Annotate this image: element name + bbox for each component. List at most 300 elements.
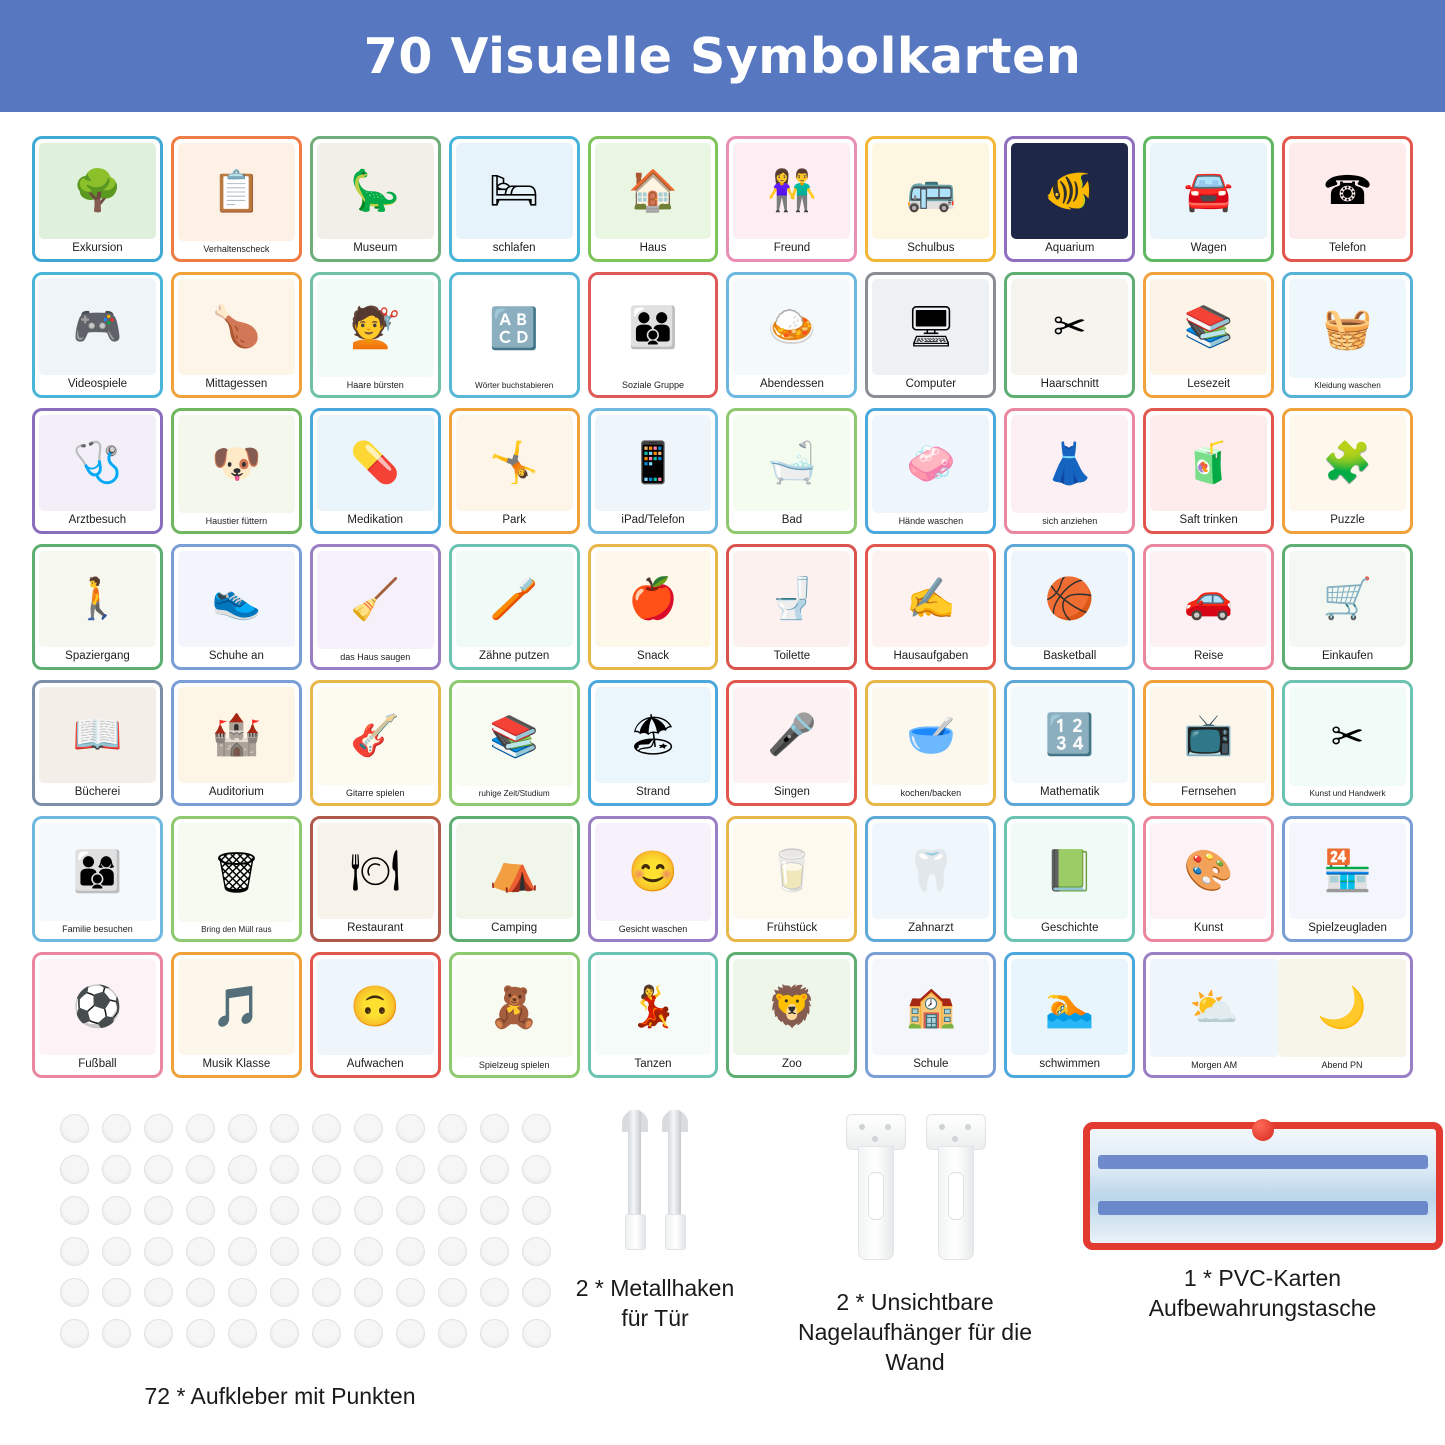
symbol-icon: 🙃 (350, 985, 401, 1029)
symbol-card[interactable] (865, 272, 996, 398)
symbol-card-illustration (178, 687, 295, 783)
symbol-card[interactable] (1282, 816, 1413, 942)
symbol-card-illustration (39, 959, 156, 1055)
symbol-icon: 📚 (1183, 305, 1234, 349)
nail-hanger-icon (926, 1114, 984, 1262)
symbol-icon: 🦷 (905, 849, 956, 893)
symbol-card-illustration (595, 823, 712, 921)
sticker-dot (228, 1278, 257, 1307)
sticker-dot (186, 1278, 215, 1307)
symbol-card[interactable] (1004, 408, 1135, 534)
sticker-dot (312, 1319, 341, 1348)
sticker-dot (270, 1237, 299, 1266)
sticker-dot (144, 1155, 173, 1184)
symbol-icon: 🔢 (1044, 713, 1095, 757)
symbol-card[interactable] (32, 272, 163, 398)
symbol-card-illustration (1150, 415, 1267, 511)
symbol-card[interactable] (32, 952, 163, 1078)
page-title: 70 Visuelle Symbolkarten (363, 27, 1082, 85)
sticker-dot (228, 1114, 257, 1143)
symbol-card[interactable] (310, 544, 441, 670)
sticker-dot (396, 1196, 425, 1225)
sticker-dot (270, 1155, 299, 1184)
symbol-card-illustration (733, 959, 850, 1055)
sticker-dot (480, 1319, 509, 1348)
symbol-card-label: Reise (1193, 650, 1224, 662)
symbol-card[interactable] (310, 272, 441, 398)
symbol-card-label: Haustier füttern (205, 516, 268, 526)
symbol-card-label: kochen/backen (900, 788, 962, 798)
symbol-icon: 🎮 (72, 305, 123, 349)
sticker-dot (480, 1237, 509, 1266)
symbol-card[interactable] (171, 136, 302, 262)
symbol-card[interactable] (726, 680, 857, 806)
sticker-dot (480, 1196, 509, 1225)
symbol-icon: 🌙 (1317, 986, 1367, 1030)
symbol-card[interactable] (1282, 272, 1413, 398)
accessory-pvc-pouch (1060, 1092, 1445, 1422)
nail-hangers-image (846, 1114, 984, 1264)
symbol-card-illustration (456, 279, 573, 378)
accessory-pouch-caption: 1 * PVC-Karten Aufbewahrungstasche (1148, 1265, 1377, 1321)
symbol-card[interactable] (32, 544, 163, 670)
symbol-card-illustration (1011, 279, 1128, 375)
sticker-dot (102, 1237, 131, 1266)
symbol-card-grid (0, 112, 1445, 1078)
symbol-icon: 📱 (628, 441, 678, 485)
symbol-card-illustration (872, 959, 989, 1055)
symbol-card[interactable] (588, 952, 719, 1078)
accessories-row (0, 1092, 1445, 1422)
symbol-card[interactable] (171, 816, 302, 942)
symbol-card[interactable] (1004, 680, 1135, 806)
accessory-stickers-caption: 72 * Aufkleber mit Punkten (144, 1383, 416, 1409)
symbol-card[interactable] (1143, 544, 1274, 670)
symbol-card-illustration (456, 551, 573, 647)
symbol-icon: ⛅ (1189, 986, 1240, 1030)
symbol-card[interactable] (1004, 816, 1135, 942)
sticker-dot (228, 1319, 257, 1348)
symbol-card[interactable] (726, 952, 857, 1078)
symbol-card-label: Geschichte (1040, 922, 1099, 934)
symbol-icon: 💇 (350, 306, 401, 350)
symbol-card-illustration (39, 279, 156, 375)
symbol-icon: 🏊 (1044, 985, 1095, 1029)
symbol-card-illustration (595, 551, 712, 647)
symbol-card-illustration (39, 415, 156, 511)
symbol-card-illustration (178, 823, 295, 922)
symbol-card[interactable] (588, 816, 719, 942)
symbol-card-label: Frühstück (766, 922, 818, 934)
sticker-dot (438, 1114, 467, 1143)
symbol-icon: ✂ (1052, 305, 1087, 349)
symbol-card-label: schlafen (492, 242, 536, 254)
symbol-card-morning-evening[interactable] (1143, 952, 1413, 1078)
sticker-dot (102, 1196, 131, 1225)
symbol-card-illustration (39, 823, 156, 921)
symbol-icon: 🏖 (627, 713, 679, 757)
header-banner (0, 0, 1445, 112)
symbol-icon: 👪 (628, 306, 678, 350)
symbol-icon: 💃 (628, 985, 678, 1029)
symbol-card[interactable] (1004, 136, 1135, 262)
symbol-card-label: Gesicht waschen (618, 924, 688, 934)
symbol-card-label: Einkaufen (1321, 650, 1374, 662)
symbol-card[interactable] (1004, 544, 1135, 670)
sticker-dot (186, 1196, 215, 1225)
symbol-card[interactable] (726, 816, 857, 942)
symbol-card-label: Verhaltenscheck (203, 244, 270, 254)
sticker-dot (186, 1155, 215, 1184)
symbol-card-label: Mathematik (1040, 786, 1100, 798)
symbol-icon: 🏀 (1044, 577, 1095, 621)
symbol-card-illustration (1150, 959, 1278, 1057)
symbol-card[interactable] (1004, 952, 1135, 1078)
symbol-card-illustration (595, 143, 712, 239)
sticker-dot (60, 1319, 89, 1348)
symbol-card-illustration (317, 959, 434, 1055)
symbol-card-half-left[interactable] (1150, 959, 1278, 1071)
sticker-dot (228, 1155, 257, 1184)
sticker-dot (60, 1155, 89, 1184)
symbol-icon: 😊 (628, 850, 678, 894)
sticker-dot (354, 1155, 383, 1184)
sticker-dot (354, 1319, 383, 1348)
nail-hanger-icon (846, 1114, 904, 1262)
sticker-dot (396, 1278, 425, 1307)
symbol-card-label: Kunst (1193, 922, 1224, 934)
symbol-card-illustration (456, 959, 573, 1057)
symbol-card-illustration (1289, 823, 1406, 919)
symbol-card-illustration (595, 415, 712, 511)
symbol-card-illustration (456, 415, 573, 511)
symbol-card[interactable] (449, 680, 580, 806)
symbol-card-label: Museum (353, 242, 398, 254)
sticker-dot (354, 1278, 383, 1307)
symbol-icon: 📖 (72, 713, 123, 757)
symbol-card[interactable] (588, 272, 719, 398)
symbol-icon: 🔠 (489, 306, 540, 351)
symbol-icon: 🎸 (350, 714, 401, 758)
symbol-card[interactable] (865, 816, 996, 942)
symbol-card[interactable] (1143, 816, 1274, 942)
symbol-icon: 🧹 (350, 578, 401, 622)
symbol-icon: 🏠 (628, 169, 678, 213)
symbol-icon: 🍎 (628, 577, 678, 621)
sticker-dot (60, 1114, 89, 1143)
symbol-icon: 🛏 (488, 169, 540, 213)
symbol-card-label: Singen (774, 786, 810, 798)
sticker-dot (102, 1114, 131, 1143)
symbol-card-label: Spielzeug spielen (478, 1060, 550, 1070)
metal-hooks-image (622, 1110, 688, 1260)
symbol-card-illustration (733, 415, 850, 511)
symbol-icon: 👟 (211, 577, 262, 621)
symbol-card-label: Spielzeugladen (1308, 922, 1387, 934)
sticker-dot (354, 1237, 383, 1266)
symbol-card-illustration (178, 551, 295, 647)
symbol-icon: 🍗 (211, 305, 262, 349)
symbol-card[interactable] (310, 816, 441, 942)
symbol-card[interactable] (865, 136, 996, 262)
accessory-hooks-caption: 2 * Metallhaken für Tür (575, 1275, 735, 1331)
symbol-card-label: Schuhe an (208, 650, 264, 662)
symbol-card-illustration (1150, 687, 1267, 783)
symbol-card[interactable] (171, 952, 302, 1078)
symbol-card-label: Wagen (1190, 242, 1227, 254)
symbol-card-label: Zahnarzt (908, 922, 954, 934)
symbol-icon: 🥛 (767, 849, 817, 893)
symbol-card[interactable] (310, 952, 441, 1078)
symbol-card[interactable] (865, 544, 996, 670)
sticker-dot (270, 1196, 299, 1225)
symbol-card[interactable] (449, 408, 580, 534)
sticker-dot (312, 1237, 341, 1266)
symbol-icon: 🛒 (1322, 577, 1373, 621)
symbol-card-label: Wörter buchstabieren (475, 381, 554, 390)
symbol-card-illustration (1011, 415, 1128, 513)
symbol-card-label: Medikation (347, 514, 404, 526)
symbol-card-illustration (733, 279, 850, 375)
symbol-icon: ⚽ (72, 985, 123, 1029)
symbol-card-illustration (178, 415, 295, 513)
sticker-dot (144, 1278, 173, 1307)
symbol-card-illustration (1011, 823, 1128, 919)
symbol-card-label: Schule (913, 1058, 949, 1070)
symbol-card-label: Soziale Gruppe (622, 380, 685, 390)
symbol-card-illustration (317, 551, 434, 649)
symbol-card-label: Snack (637, 650, 670, 662)
symbol-card[interactable] (1143, 136, 1274, 262)
symbol-card-illustration (1150, 143, 1267, 239)
symbol-card[interactable] (449, 544, 580, 670)
symbol-icon: 🏰 (211, 713, 262, 757)
symbol-card-label: Abendessen (759, 378, 824, 390)
symbol-icon: 📺 (1183, 713, 1234, 757)
symbol-card[interactable] (588, 680, 719, 806)
sticker-dot (312, 1155, 341, 1184)
symbol-icon: 📗 (1044, 849, 1095, 893)
symbol-card[interactable] (588, 136, 719, 262)
sticker-dot (438, 1319, 467, 1348)
symbol-card-label: Camping (491, 922, 538, 934)
symbol-icon: ✂ (1330, 714, 1365, 759)
symbol-card-illustration (1150, 279, 1267, 375)
symbol-card-label: Bring den Müll raus (201, 925, 272, 934)
sticker-dot (228, 1196, 257, 1225)
symbol-icon: 🤸 (489, 441, 540, 485)
symbol-card-label: Bücherei (74, 786, 121, 798)
sticker-dot (102, 1155, 131, 1184)
symbol-icon: 📚 (489, 714, 540, 759)
symbol-card-label: ruhige Zeit/Studium (478, 789, 550, 798)
symbol-card-illustration (317, 279, 434, 377)
symbol-card-label: Spaziergang (65, 650, 130, 662)
symbol-icon: 🎵 (211, 985, 262, 1029)
symbol-card-label: Videospiele (67, 378, 128, 390)
symbol-card-label: Haus (639, 242, 667, 254)
symbol-card[interactable] (32, 408, 163, 534)
symbol-card[interactable] (310, 680, 441, 806)
symbol-card-label: Restaurant (347, 922, 404, 934)
symbol-card-illustration (39, 143, 156, 239)
symbol-icon: 💊 (350, 441, 401, 485)
symbol-card[interactable] (865, 408, 996, 534)
symbol-card-illustration (872, 279, 989, 375)
symbol-card[interactable] (726, 136, 857, 262)
symbol-card[interactable] (726, 544, 857, 670)
sticker-dot (186, 1114, 215, 1143)
symbol-card-illustration (872, 143, 989, 239)
symbol-card-label: sich anziehen (1042, 516, 1098, 526)
symbol-card-label: Abend PN (1321, 1060, 1363, 1070)
symbol-icon: 🏪 (1322, 849, 1373, 893)
symbol-card[interactable] (1282, 408, 1413, 534)
symbol-card-illustration (872, 823, 989, 919)
sticker-dot (102, 1278, 131, 1307)
accessory-stickers (20, 1092, 540, 1422)
symbol-card-illustration (1289, 687, 1406, 786)
symbol-icon: 🧃 (1183, 441, 1234, 485)
symbol-card-illustration (872, 551, 989, 647)
symbol-card-label: Computer (905, 378, 957, 390)
sticker-dot (396, 1114, 425, 1143)
sticker-dot (144, 1196, 173, 1225)
symbol-card[interactable] (1282, 680, 1413, 806)
sticker-dot (270, 1319, 299, 1348)
symbol-card[interactable] (1004, 272, 1135, 398)
symbol-card[interactable] (171, 272, 302, 398)
symbol-card[interactable] (171, 408, 302, 534)
sticker-dot (144, 1237, 173, 1266)
symbol-card-label: Toilette (773, 650, 811, 662)
symbol-card-illustration (317, 687, 434, 785)
sticker-dot (438, 1237, 467, 1266)
symbol-icon: 🍽 (349, 849, 401, 893)
sticker-dot (60, 1196, 89, 1225)
symbol-card-illustration (1289, 143, 1406, 239)
symbol-card[interactable] (1282, 544, 1413, 670)
sticker-dot (60, 1237, 89, 1266)
symbol-card-illustration (595, 959, 712, 1055)
sticker-dot (480, 1278, 509, 1307)
symbol-card-illustration (178, 959, 295, 1055)
sticker-dot (270, 1114, 299, 1143)
symbol-card[interactable] (1143, 272, 1274, 398)
symbol-icon: 🐶 (211, 442, 262, 486)
symbol-card-label: Mittagessen (205, 378, 268, 390)
symbol-icon: 🧸 (489, 986, 540, 1030)
symbol-card[interactable] (171, 544, 302, 670)
sticker-dot (438, 1278, 467, 1307)
symbol-card[interactable] (726, 408, 857, 534)
symbol-icon: 📋 (211, 170, 262, 214)
symbol-card[interactable] (726, 272, 857, 398)
pvc-pouch-image (1083, 1122, 1443, 1250)
symbol-icon: 🚌 (905, 169, 956, 213)
symbol-card-illustration (1289, 415, 1406, 511)
symbol-card-label: Arztbesuch (68, 514, 127, 526)
symbol-icon: 🩺 (72, 441, 123, 485)
symbol-card[interactable] (1143, 408, 1274, 534)
symbol-card[interactable] (32, 136, 163, 262)
sticker-dot (396, 1237, 425, 1266)
sticker-dot (480, 1114, 509, 1143)
symbol-card-illustration (1150, 551, 1267, 647)
symbol-card-illustration (1011, 687, 1128, 783)
symbol-icon: 🎤 (767, 713, 817, 757)
symbol-card[interactable] (32, 680, 163, 806)
symbol-icon: 🧩 (1322, 441, 1373, 485)
symbol-card-illustration (456, 823, 573, 919)
symbol-card[interactable] (865, 680, 996, 806)
sticker-dot (396, 1155, 425, 1184)
symbol-card-illustration (595, 687, 712, 783)
symbol-card-label: Zähne putzen (478, 650, 550, 662)
symbol-card[interactable] (310, 408, 441, 534)
symbol-card[interactable] (449, 136, 580, 262)
symbol-card[interactable] (171, 680, 302, 806)
symbol-card-half-right[interactable] (1278, 959, 1406, 1071)
symbol-card[interactable] (32, 816, 163, 942)
sticker-dot (60, 1278, 89, 1307)
symbol-card-label: Saft trinken (1179, 514, 1238, 526)
symbol-icon: 🧼 (905, 442, 956, 486)
symbol-card[interactable] (588, 544, 719, 670)
pouch-snap-icon (1252, 1119, 1274, 1141)
symbol-card-illustration (39, 551, 156, 647)
symbol-card[interactable] (1282, 136, 1413, 262)
symbol-card[interactable] (310, 136, 441, 262)
symbol-card-label: Gitarre spielen (345, 788, 405, 798)
symbol-icon: 👗 (1044, 442, 1095, 486)
symbol-icon: 🪥 (489, 577, 540, 621)
symbol-card-label: Kleidung waschen (1314, 381, 1381, 390)
symbol-card-illustration (39, 687, 156, 783)
symbol-card-illustration (317, 823, 434, 919)
symbol-icon: ✍ (905, 577, 956, 621)
symbol-card-label: Familie besuchen (62, 924, 133, 934)
symbol-card-illustration (1289, 279, 1406, 378)
symbol-card-label: Hausaufgaben (893, 650, 969, 662)
symbol-card[interactable] (449, 816, 580, 942)
symbol-card-label: Exkursion (72, 242, 123, 254)
symbol-card-label: schwimmen (1039, 1058, 1101, 1070)
symbol-icon: 🐠 (1044, 169, 1095, 213)
symbol-icon: 👫 (767, 169, 817, 213)
symbol-card-illustration (1011, 143, 1128, 239)
symbol-icon: 🥣 (905, 714, 956, 758)
symbol-card-label: Kunst und Handwerk (1309, 789, 1386, 798)
symbol-card-illustration (733, 687, 850, 783)
symbol-card-label: Musik Klasse (202, 1058, 271, 1070)
symbol-icon: 🛁 (767, 441, 817, 485)
symbol-card[interactable] (588, 408, 719, 534)
symbol-icon: 🍛 (767, 305, 817, 349)
symbol-card-illustration (595, 279, 712, 377)
symbol-icon: 🚗 (1183, 577, 1234, 621)
symbol-card-illustration (178, 143, 295, 241)
symbol-card[interactable] (449, 272, 580, 398)
symbol-card[interactable] (449, 952, 580, 1078)
symbol-card-label: das Haus saugen (340, 652, 411, 662)
symbol-card-label: Aquarium (1045, 242, 1095, 254)
symbol-card[interactable] (1143, 680, 1274, 806)
symbol-card-label: Tanzen (634, 1058, 672, 1070)
symbol-card[interactable] (865, 952, 996, 1078)
sticker-dot (144, 1114, 173, 1143)
symbol-icon: 🚶 (72, 577, 123, 621)
